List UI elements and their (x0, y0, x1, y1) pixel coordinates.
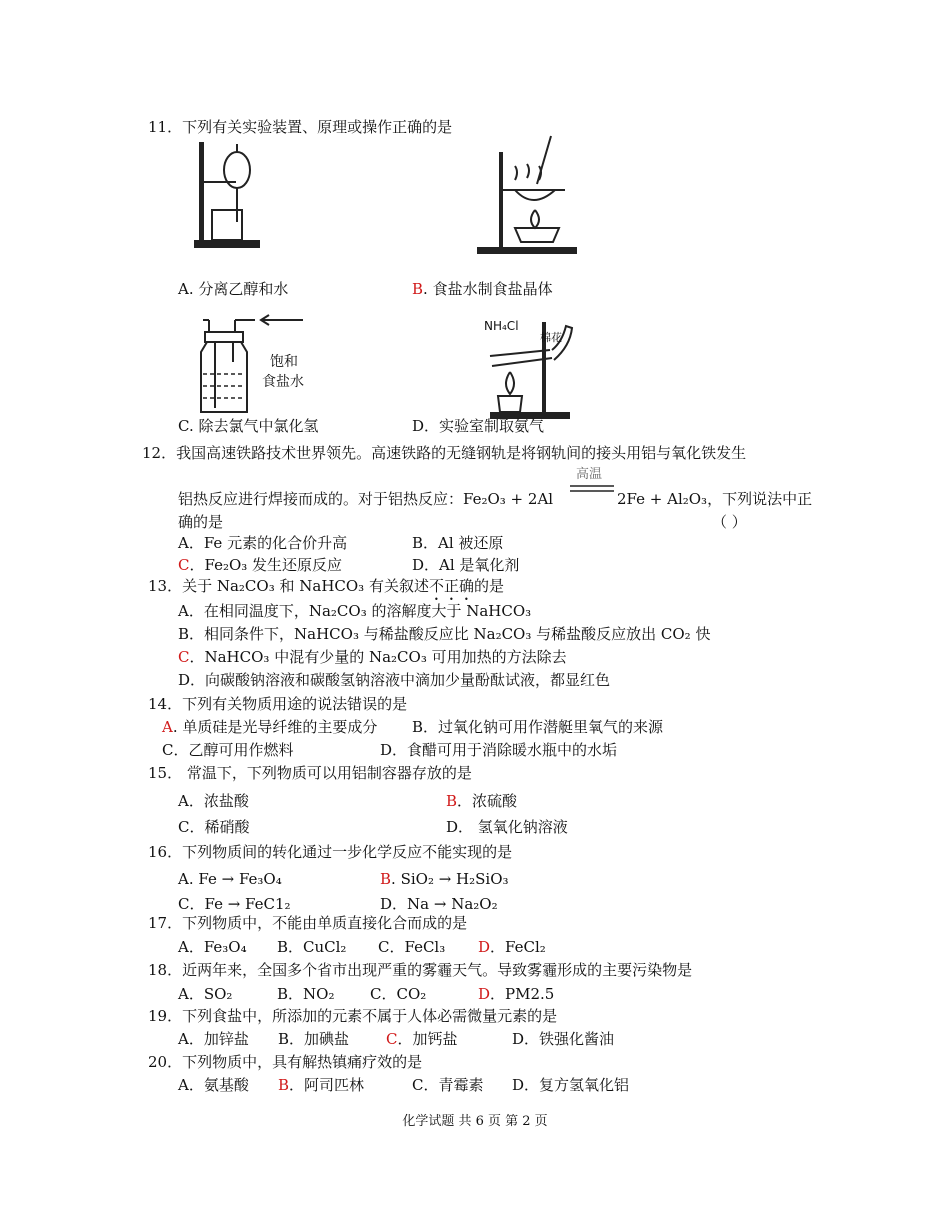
q14-option-c: C．乙醇可用作燃料 (162, 741, 294, 759)
q20-answer-mark: B (278, 1076, 290, 1094)
q18-option-b: B．NO₂ (277, 985, 335, 1003)
q12-option-a: A．Fe 元素的化合价升高 (178, 534, 348, 552)
q12-condition: 高温 (576, 467, 603, 482)
q17-answer-mark: D (478, 938, 491, 956)
q12-stem-2b: 2Fe + Al₂O₃，下列说法中正 (617, 490, 813, 508)
q20-stem: 20．下列物质中，具有解热镇痛疗效的是 (148, 1053, 423, 1071)
q17-option-b: B．CuCl₂ (277, 938, 347, 956)
q16-option-b: . SiO₂ → H₂SiO₃ (391, 870, 509, 888)
q11-option-c: C. 除去氯气中氯化氢 (178, 417, 319, 435)
q17-option-a: A．Fe₃O₄ (178, 938, 247, 956)
q16-option-a: A. Fe → Fe₃O₄ (178, 870, 282, 888)
q18-option-c: C．CO₂ (370, 985, 427, 1003)
q20-option-c: C．青霉素 (412, 1076, 484, 1094)
q13-stem-emphasis: 不正确 (428, 577, 474, 595)
reaction-equals-sign (570, 484, 614, 494)
q15-stem: 15． 常温下，下列物质可以用铝制容器存放的是 (148, 764, 472, 782)
q15-option-d: D． 氢氧化钠溶液 (446, 818, 568, 836)
fig-d-label-cotton: 棉花 (540, 331, 562, 344)
fig-c-label-1: 饱和 (270, 354, 298, 370)
q13-option-c: ．NaHCO₃ 中混有少量的 Na₂CO₃ 可用加热的方法除去 (189, 648, 567, 666)
q19-option-d: D．铁强化酱油 (512, 1030, 615, 1048)
q12-answer-paren: （ ） (712, 513, 747, 531)
q19-option-a: A．加锌盐 (178, 1030, 249, 1048)
q13-stem-post: 的是 (473, 577, 504, 595)
q17-option-d: ．FeCl₂ (490, 938, 546, 956)
q14-stem: 14．下列有关物质用途的说法错误的是 (148, 695, 408, 713)
q11-answer-mark: B (412, 280, 424, 298)
q16-option-d: D．Na → Na₂O₂ (380, 895, 498, 913)
q11-option-a-letter: A (178, 280, 189, 298)
q20-option-d: D．复方氢氧化铝 (512, 1076, 630, 1094)
evaporation-figure (475, 132, 585, 256)
q11-option-b: . 食盐水制食盐晶体 (423, 280, 553, 298)
q11-option-a: . 分离乙醇和水 (188, 280, 289, 298)
q17-stem: 17．下列物质中，不能由单质直接化合而成的是 (148, 914, 468, 932)
q12-option-b: B．Al 被还原 (412, 534, 504, 552)
q12-answer-mark: C (178, 556, 190, 574)
q15-answer-mark: B (446, 792, 458, 810)
q19-option-b: B．加碘盐 (278, 1030, 350, 1048)
q12-stem-3: 确的是 (178, 513, 224, 531)
q18-option-d: ．PM2.5 (490, 985, 555, 1003)
q18-answer-mark: D (478, 985, 491, 1003)
q17-option-c: C．FeCl₃ (378, 938, 446, 956)
q12-option-d: D．Al 是氧化剂 (412, 556, 520, 574)
q13-option-d: D．向碳酸钠溶液和碳酸氢钠溶液中滴加少量酚酞试液，都显红色 (178, 671, 611, 689)
q14-option-b: B．过氧化钠可用作潜艇里氧气的来源 (412, 718, 664, 736)
q11-stem: 11．下列有关实验装置、原理或操作正确的是 (148, 118, 453, 136)
q14-option-d: D．食醋可用于消除暖水瓶中的水垢 (380, 741, 618, 759)
q12-stem-1: 12．我国高速铁路技术世界领先。高速铁路的无缝钢轨是将钢轨间的接头用铝与氧化铁发生 (142, 444, 747, 462)
q14-option-a: . 单质硅是光导纤维的主要成分 (172, 718, 378, 736)
q13-answer-mark: C (178, 648, 190, 666)
q19-answer-mark: C (386, 1030, 398, 1048)
q16-answer-mark: B (380, 870, 392, 888)
q12-stem-2a: 铝热反应进行焊接而成的。对于铝热反应：Fe₂O₃ + 2Al (178, 490, 554, 508)
q13-option-b: B．相同条件下，NaHCO₃ 与稀盐酸反应比 Na₂CO₃ 与稀盐酸反应放出 CO₂ 快 (178, 625, 711, 643)
q16-option-c: C．Fe → FeC1₂ (178, 895, 291, 913)
q20-option-a: A．氨基酸 (178, 1076, 249, 1094)
q18-option-a: A．SO₂ (178, 985, 233, 1003)
fig-d-label-nh4cl: NH₄Cl (484, 319, 519, 333)
q18-stem: 18．近两年来，全国多个省市出现严重的雾霾天气。导致雾霾形成的主要污染物是 (148, 961, 693, 979)
q12-option-c: ．Fe₂O₃ 发生还原反应 (189, 556, 343, 574)
q20-option-b: ．阿司匹林 (289, 1076, 365, 1094)
q15-option-b: ．浓硫酸 (457, 792, 518, 810)
q19-option-c: ．加钙盐 (397, 1030, 458, 1048)
fig-c-label-2: 食盐水 (262, 374, 304, 390)
q14-answer-mark: A (162, 718, 173, 736)
q11-option-d: D．实验室制取氨气 (412, 417, 545, 435)
q13-option-a: A．在相同温度下，Na₂CO₃ 的溶解度大于 NaHCO₃ (178, 602, 532, 620)
q15-option-a: A．浓盐酸 (178, 792, 249, 810)
q15-option-c: C．稀硝酸 (178, 818, 250, 836)
q19-stem: 19．下列食盐中，所添加的元素不属于人体必需微量元素的是 (148, 1007, 558, 1025)
separatory-funnel-figure (190, 140, 270, 252)
q13-stem-pre: 13．关于 Na₂CO₃ 和 NaHCO₃ 有关叙述 (148, 577, 429, 595)
q16-stem: 16．下列物质间的转化通过一步化学反应不能实现的是 (148, 843, 513, 861)
page-footer: 化学试题 共 6 页 第 2 页 (402, 1114, 548, 1129)
